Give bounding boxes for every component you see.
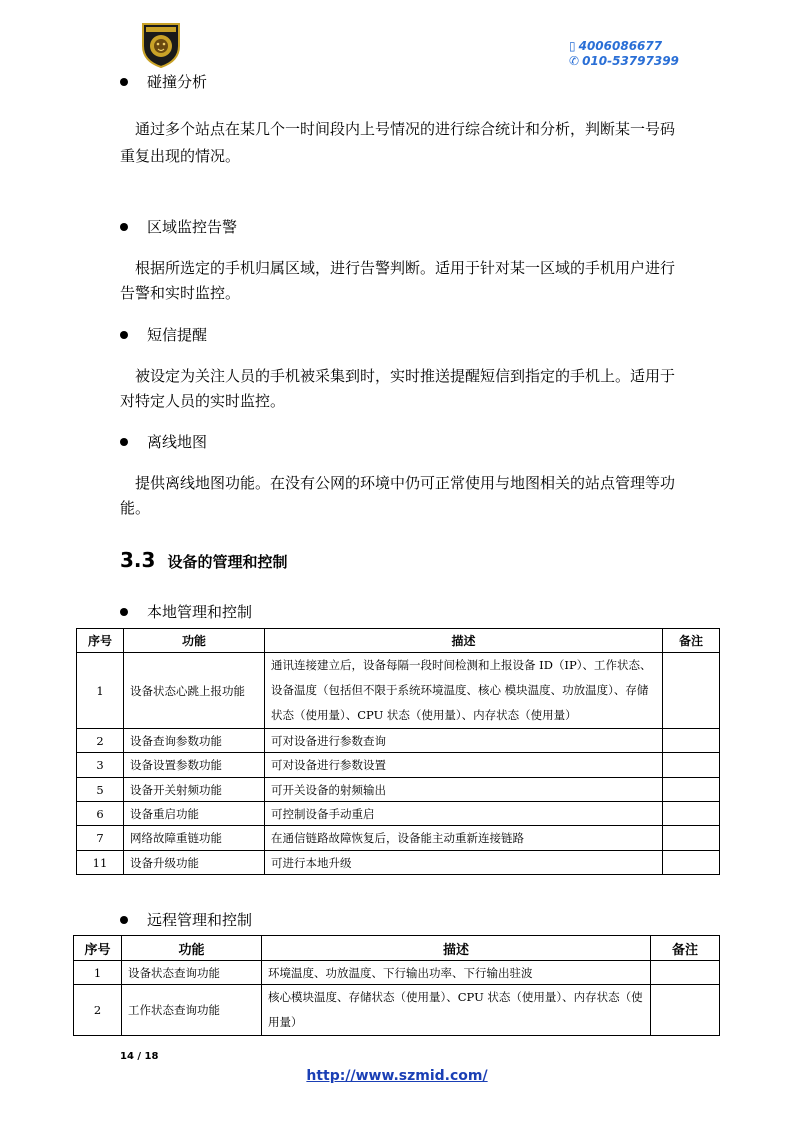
cell-note <box>663 802 720 826</box>
bullet-sms-reminder <box>120 326 207 344</box>
table-row <box>77 753 720 778</box>
cell-description: 可进行本地升级 <box>265 851 663 875</box>
contact-info <box>569 39 679 69</box>
table-row <box>77 851 720 875</box>
bullet-dot-icon <box>120 331 128 339</box>
cell-function: 网络故障重链功能 <box>124 826 265 851</box>
table-row <box>74 961 720 985</box>
local-management-table <box>76 628 720 875</box>
cell-no: 6 <box>77 802 124 826</box>
bullet-offline-map <box>120 433 207 451</box>
cell-no: 7 <box>77 826 124 851</box>
cell-function: 设备开关射频功能 <box>124 778 265 802</box>
telephone-icon: ✆ <box>569 54 580 68</box>
table-header-row <box>74 936 720 961</box>
cell-note <box>651 961 720 985</box>
bullet-dot-icon <box>120 78 128 86</box>
cell-function: 设备设置参数功能 <box>124 753 265 778</box>
cell-function: 工作状态查询功能 <box>122 985 262 1036</box>
paragraph-region-alert <box>120 256 680 306</box>
cell-no: 1 <box>74 961 122 985</box>
bullet-label: 远程管理和控制 <box>147 911 253 929</box>
cell-description: 可控制设备手动重启 <box>265 802 663 826</box>
bullet-collision-analysis <box>120 73 207 91</box>
section-heading <box>120 548 287 572</box>
header-function: 功能 <box>124 629 265 653</box>
lion-shield-logo-icon <box>140 20 182 68</box>
paragraph-text: 根据所选定的手机归属区域，进行告警判断。适用于针对某一区域的手机用户进行告警和实时监控。 <box>120 259 676 302</box>
cell-description: 环境温度、功放温度、下行输出功率、下行输出驻波 <box>262 961 651 985</box>
paragraph-offline-map <box>120 471 680 521</box>
cell-description: 可开关设备的射频输出 <box>265 778 663 802</box>
cell-note <box>663 729 720 753</box>
bullet-label: 碰撞分析 <box>147 73 208 91</box>
cell-function: 设备状态心跳上报功能 <box>124 653 265 729</box>
cell-function: 设备查询参数功能 <box>124 729 265 753</box>
cell-description: 可对设备进行参数设置 <box>265 753 663 778</box>
header-no: 序号 <box>74 936 122 961</box>
bullet-local-management <box>120 603 252 621</box>
bullet-dot-icon <box>120 223 128 231</box>
table-row <box>77 653 720 729</box>
cell-no: 5 <box>77 778 124 802</box>
bullet-dot-icon <box>120 916 128 924</box>
phone-number-2: 010-53797399 <box>582 54 679 68</box>
table-header-row <box>77 629 720 653</box>
cell-no: 3 <box>77 753 124 778</box>
cell-function: 设备升级功能 <box>124 851 265 875</box>
phone-line-2 <box>569 54 679 69</box>
cell-note <box>663 826 720 851</box>
section-number: 3.3 <box>120 548 156 572</box>
section-title: 设备的管理和控制 <box>167 553 288 571</box>
bullet-region-alert <box>120 218 237 236</box>
bullet-label: 本地管理和控制 <box>147 603 253 621</box>
cell-no: 1 <box>77 653 124 729</box>
paragraph-text: 通过多个站点在某几个一时间段内上号情况的进行综合统计和分析，判断某一号码重复出现的情况。 <box>120 120 676 165</box>
table-row <box>77 826 720 851</box>
cell-note <box>651 985 720 1036</box>
bullet-dot-icon <box>120 438 128 446</box>
table-row <box>74 985 720 1036</box>
cell-note <box>663 653 720 729</box>
header-description: 描述 <box>262 936 651 961</box>
cell-description: 通讯连接建立后，设备每隔一段时间检测和上报设备 ID（IP）、工作状态、设备温度（包括但不限于系统环境温度、核心 模块温度、功放温度）、存储状态（使用量）、CPU 状态（使用量）、内存状态（使用量） <box>265 653 663 729</box>
cell-description: 可对设备进行参数查询 <box>265 729 663 753</box>
cell-no: 11 <box>77 851 124 875</box>
paragraph-sms-reminder <box>120 364 680 414</box>
paragraph-text: 被设定为关注人员的手机被采集到时，实时推送提醒短信到指定的手机上。适用于对特定人员的实时监控。 <box>120 367 676 410</box>
cell-note <box>663 753 720 778</box>
cell-no: 2 <box>77 729 124 753</box>
bullet-label: 离线地图 <box>147 433 208 451</box>
header-note: 备注 <box>651 936 720 961</box>
remote-management-table <box>73 935 720 1036</box>
cell-note <box>663 778 720 802</box>
header-function: 功能 <box>122 936 262 961</box>
bullet-label: 短信提醒 <box>147 326 208 344</box>
table-row <box>77 729 720 753</box>
bullet-label: 区域监控告警 <box>147 218 238 236</box>
cell-description: 核心模块温度、存储状态（使用量）、CPU 状态（使用量）、内存状态（使用量） <box>262 985 651 1036</box>
cell-description: 在通信链路故障恢复后，设备能主动重新连接链路 <box>265 826 663 851</box>
phone-line-1 <box>569 39 679 54</box>
page-number: 14 / 18 <box>120 1051 159 1062</box>
table-row <box>77 802 720 826</box>
bullet-dot-icon <box>120 608 128 616</box>
table-row <box>77 778 720 802</box>
header-note: 备注 <box>663 629 720 653</box>
footer-url-wrap <box>0 1068 794 1084</box>
cell-no: 2 <box>74 985 122 1036</box>
phone-number-1: 4006086677 <box>578 39 663 53</box>
website-link[interactable]: http://www.szmid.com/ <box>306 1068 488 1084</box>
cell-note <box>663 851 720 875</box>
mobile-phone-icon: ▯ <box>569 39 576 53</box>
paragraph-text: 提供离线地图功能。在没有公网的环境中仍可正常使用与地图相关的站点管理等功能。 <box>120 474 676 517</box>
header-no: 序号 <box>77 629 124 653</box>
bullet-remote-management <box>120 911 252 929</box>
header-description: 描述 <box>265 629 663 653</box>
paragraph-collision-analysis <box>120 116 680 170</box>
cell-function: 设备状态查询功能 <box>122 961 262 985</box>
company-logo <box>140 20 182 68</box>
cell-function: 设备重启功能 <box>124 802 265 826</box>
